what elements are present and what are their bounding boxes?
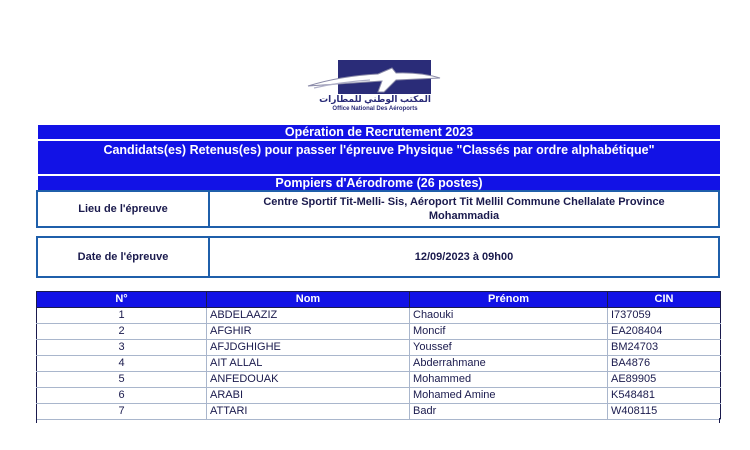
cell-nom: ATTARI [207,404,410,420]
logo-french-text: Office National Des Aéroports [332,106,418,112]
cell-prenom: Badr [410,404,608,420]
cell-nom: ANFEDOUAK [207,372,410,388]
col-header-prenom: Prénom [410,292,608,308]
col-header-num: N° [37,292,207,308]
table-continuation [36,418,720,423]
cell-num: 2 [37,324,207,340]
candidates-table [36,291,721,420]
cell-nom: ABDELAAZIZ [207,308,410,324]
header-operation: Opération de Recrutement 2023 [38,125,720,139]
cell-nom: AIT ALLAL [207,356,410,372]
cell-num: 7 [37,404,207,420]
cell-num: 5 [37,372,207,388]
header-candidates: Candidats(es) Retenus(es) pour passer l'épreuve Physique "Classés par ordre alphabétique" [38,141,720,174]
cell-nom: ARABI [207,388,410,404]
lieu-label: Lieu de l'épreuve [38,192,210,226]
date-value: 12/09/2023 à 09h00 [414,251,514,263]
cell-prenom: Abderrahmane [410,356,608,372]
table-row [37,324,721,340]
col-header-nom: Nom [207,292,410,308]
cell-num: 3 [37,340,207,356]
header-position: Pompiers d'Aérodrome (26 postes) [38,176,720,190]
cell-cin: K548481 [608,388,721,404]
airplane-icon [300,58,450,98]
cell-cin: BM24703 [608,340,721,356]
table-row [37,372,721,388]
table-row [37,308,721,324]
cell-cin: EA208404 [608,324,721,340]
logo-arabic-text: المكتب الوطني للمطارات [319,94,431,104]
cell-nom: AFGHIR [207,324,410,340]
table-row [37,340,721,356]
lieu-box [36,190,720,228]
cell-cin: I737059 [608,308,721,324]
date-label: Date de l'épreuve [38,238,210,276]
cell-cin: AE89905 [608,372,721,388]
date-box [36,236,720,278]
lieu-value: Centre Sportif Tit-Melli- Sis, Aéroport Tit Mellil Commune Chellalate Province Mohammadia [263,196,665,222]
cell-cin: W408115 [608,404,721,420]
cell-prenom: Mohammed [410,372,608,388]
table-row [37,356,721,372]
cell-nom: AFJDGHIGHE [207,340,410,356]
cell-cin: BA4876 [608,356,721,372]
cell-prenom: Youssef [410,340,608,356]
cell-num: 6 [37,388,207,404]
table-header-row [37,292,721,308]
onda-logo [300,58,450,120]
cell-prenom: Chaouki [410,308,608,324]
cell-num: 1 [37,308,207,324]
cell-num: 4 [37,356,207,372]
col-header-cin: CIN [608,292,721,308]
cell-prenom: Mohamed Amine [410,388,608,404]
table-row [37,388,721,404]
cell-prenom: Moncif [410,324,608,340]
